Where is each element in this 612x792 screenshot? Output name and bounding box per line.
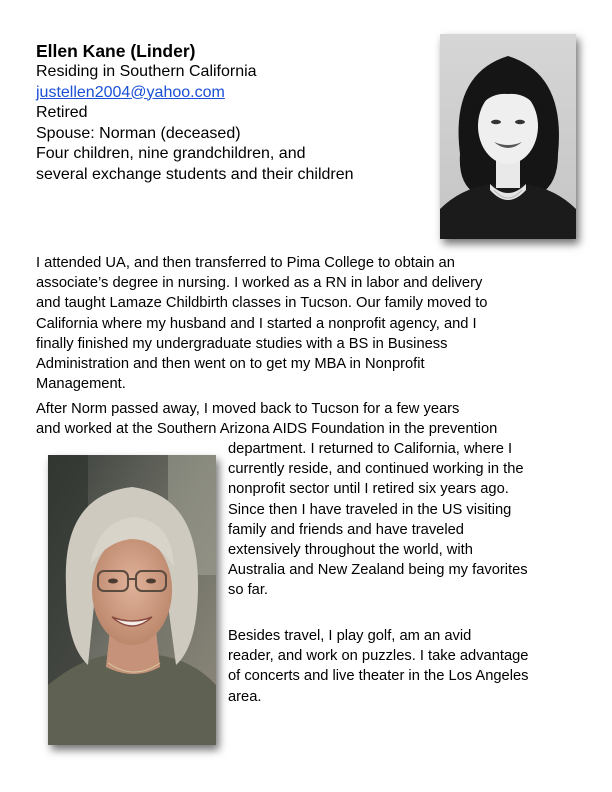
spouse-text: Spouse: Norman (deceased) bbox=[36, 124, 241, 142]
story-line: nonprofit sector until I retired six years ago. bbox=[228, 481, 509, 498]
story-line: family and friends and have traveled bbox=[228, 521, 464, 538]
yearbook-portrait-photo bbox=[440, 34, 576, 239]
family-line-1: Four children, nine grandchildren, and bbox=[36, 145, 306, 162]
story-line: associate’s degree in nursing. I worked as a RN in labor and delivery bbox=[36, 275, 483, 292]
story-line: After Norm passed away, I moved back to Tucson for a few years bbox=[36, 401, 460, 417]
story-line: California where my husband and I started a nonprofit agency, and I bbox=[36, 315, 477, 332]
story-paragraph-2-intro bbox=[36, 399, 582, 439]
story-line: Besides travel, I play golf, am an avid bbox=[228, 628, 472, 644]
story-line: area. bbox=[228, 688, 262, 705]
story-line: Since then I have traveled in the US visiting bbox=[228, 501, 512, 518]
story-line: reader, and work on puzzles. I take advantage bbox=[228, 648, 529, 665]
yearbook-portrait-image bbox=[440, 34, 576, 239]
story-line: so far. bbox=[228, 582, 269, 599]
story-line: Administration and then went on to get my MBA in Nonprofit bbox=[36, 356, 425, 373]
story-line: extensively throughout the world, with bbox=[228, 542, 473, 559]
email-link[interactable]: justellen2004@yahoo.com bbox=[36, 83, 225, 101]
residence-text: Residing in Southern California bbox=[36, 63, 257, 80]
story-line: I attended UA, and then transferred to Pima College to obtain an bbox=[36, 255, 455, 271]
story-line: and taught Lamaze Childbirth classes in Tucson. Our family moved to bbox=[36, 295, 488, 312]
profile-header bbox=[36, 40, 416, 185]
recent-portrait-photo bbox=[48, 455, 216, 745]
story-paragraph-2-continued bbox=[228, 439, 578, 601]
story-line: finally finished my undergraduate studies with a BS in Business bbox=[36, 335, 448, 352]
story-line: Management. bbox=[36, 376, 126, 393]
story-line: department. I returned to California, where I bbox=[228, 441, 513, 457]
story-line: and worked at the Southern Arizona AIDS Foundation in the prevention bbox=[36, 421, 498, 438]
family-line-2: several exchange students and their children bbox=[36, 165, 354, 183]
story-line: of concerts and live theater in the Los Angeles bbox=[228, 668, 529, 685]
story-paragraph-1 bbox=[36, 253, 582, 394]
profile-name: Ellen Kane (Linder) bbox=[36, 41, 196, 61]
recent-portrait-image bbox=[48, 455, 216, 745]
story-line: currently reside, and continued working in the bbox=[228, 461, 524, 478]
story-paragraph-3 bbox=[228, 626, 578, 707]
story-line: Australia and New Zealand being my favorites bbox=[228, 562, 528, 579]
status-text: Retired bbox=[36, 104, 88, 121]
